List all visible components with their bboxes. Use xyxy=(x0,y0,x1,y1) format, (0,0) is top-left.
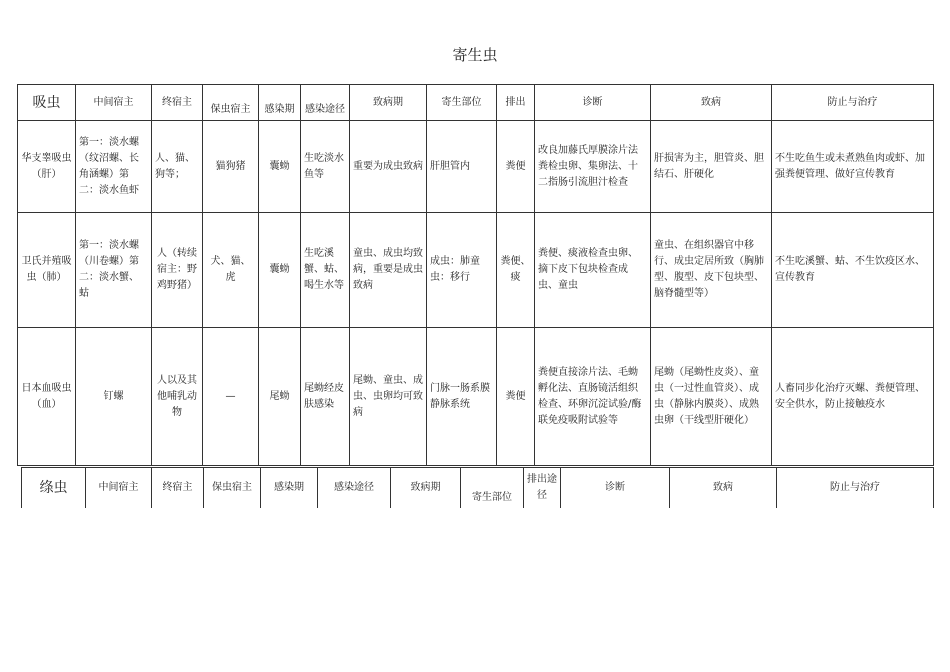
header-cell: 感染期 xyxy=(259,85,301,121)
cell: 尾蚴 xyxy=(259,328,301,466)
cell: 尾蚴（尾蚴性皮炎）、童虫（一过性血管炎）、成虫（静脉内膜炎）、成熟虫卵（干线型肝硬化） xyxy=(651,328,772,466)
header-cell: 吸虫 xyxy=(18,85,76,121)
cell: 粪便直接涂片法、毛蚴孵化法、直肠镜活组织检查、环卵沉淀试验/酶联免疫吸附试验等 xyxy=(535,328,651,466)
cell: 囊蚴 xyxy=(259,213,301,328)
header-cell: 防止与治疗 xyxy=(777,468,934,509)
cell: 人畜同步化治疗灭螺、粪便管理、安全供水，防止接触疫水 xyxy=(772,328,934,466)
cell: 不生吃鱼生或未煮熟鱼肉或虾、加强粪便管理、做好宣传教育 xyxy=(772,121,934,213)
cell: 粪便、痰 xyxy=(497,213,535,328)
header-cell: 感染期 xyxy=(261,468,318,509)
cell: 卫氏并殖吸虫（肺） xyxy=(18,213,76,328)
header-cell: 寄生部位 xyxy=(427,85,497,121)
header-cell: 诊断 xyxy=(561,468,670,509)
header-cell: 寄生部位 xyxy=(461,468,524,509)
header-cell: 终宿主 xyxy=(152,85,203,121)
table-row xyxy=(18,328,934,466)
cell: 日本血吸虫（血） xyxy=(18,328,76,466)
table-header-row xyxy=(22,468,934,509)
header-cell: 致病 xyxy=(651,85,772,121)
header-cell: 保虫宿主 xyxy=(204,468,261,509)
cell: 门脉一肠系膜静脉系统 xyxy=(427,328,497,466)
cell: 第一：淡水螺（纹沼螺、长角涵螺）第二：淡水鱼虾 xyxy=(76,121,152,213)
cell: 肝损害为主，胆管炎、胆结石、肝硬化 xyxy=(651,121,772,213)
cell: 囊蚴 xyxy=(259,121,301,213)
cell: 第一：淡水螺（川卷螺）第二：淡水蟹、蛄 xyxy=(76,213,152,328)
page-title: 寄生虫 xyxy=(452,46,498,64)
cell: 华支睾吸虫（肝） xyxy=(18,121,76,213)
cell: 人以及其他哺乳动物 xyxy=(152,328,203,466)
header-cell: 感染途径 xyxy=(301,85,350,121)
header-cell: 保虫宿主 xyxy=(203,85,259,121)
cell: 生吃溪蟹、蛄、喝生水等 xyxy=(301,213,350,328)
cell: — xyxy=(203,328,259,466)
cell: 成虫：肺童虫：移行 xyxy=(427,213,497,328)
cell: 猫狗猪 xyxy=(203,121,259,213)
cell: 童虫、成虫均致病，重要是成虫致病 xyxy=(350,213,427,328)
cell: 生吃淡水鱼等 xyxy=(301,121,350,213)
header-cell: 诊断 xyxy=(535,85,651,121)
header-cell: 绦虫 xyxy=(22,468,86,509)
cell: 犬、猫、虎 xyxy=(203,213,259,328)
cell: 尾蚴经皮肤感染 xyxy=(301,328,350,466)
table-header-row xyxy=(18,85,934,121)
header-cell: 排出途径 xyxy=(524,468,561,509)
header-cell: 终宿主 xyxy=(152,468,204,509)
cell: 改良加藤氏厚膜涂片法粪检虫卵、集卵法、十二指肠引流胆汁检查 xyxy=(535,121,651,213)
header-cell: 致病期 xyxy=(391,468,461,509)
trematode-table xyxy=(17,84,934,466)
cell: 重要为成虫致病 xyxy=(350,121,427,213)
table-row xyxy=(18,213,934,328)
cell: 人、猫、狗等； xyxy=(152,121,203,213)
cell: 钉螺 xyxy=(76,328,152,466)
cell: 粪便 xyxy=(497,328,535,466)
table-row xyxy=(18,121,934,213)
header-cell: 致病期 xyxy=(350,85,427,121)
cell: 肝胆管内 xyxy=(427,121,497,213)
header-cell: 感染途径 xyxy=(318,468,391,509)
cell: 粪便 xyxy=(497,121,535,213)
cell: 不生吃溪蟹、蛄、不生饮疫区水、宣传教育 xyxy=(772,213,934,328)
cell: 人（转续宿主：野鸡野猪） xyxy=(152,213,203,328)
header-cell: 致病 xyxy=(670,468,777,509)
header-cell: 中间宿主 xyxy=(76,85,152,121)
header-cell: 防止与治疗 xyxy=(772,85,934,121)
cell: 童虫、在组织器官中移行、成虫定居所致（胸肺型、腹型、皮下包块型、脑脊髓型等） xyxy=(651,213,772,328)
cell: 尾蚴、童虫、成虫、虫卵均可致病 xyxy=(350,328,427,466)
header-cell: 排出 xyxy=(497,85,535,121)
header-cell: 中间宿主 xyxy=(86,468,152,509)
cell: 粪便、痰液检查虫卵、摘下皮下包块检查成虫、童虫 xyxy=(535,213,651,328)
cestode-table xyxy=(21,467,934,508)
